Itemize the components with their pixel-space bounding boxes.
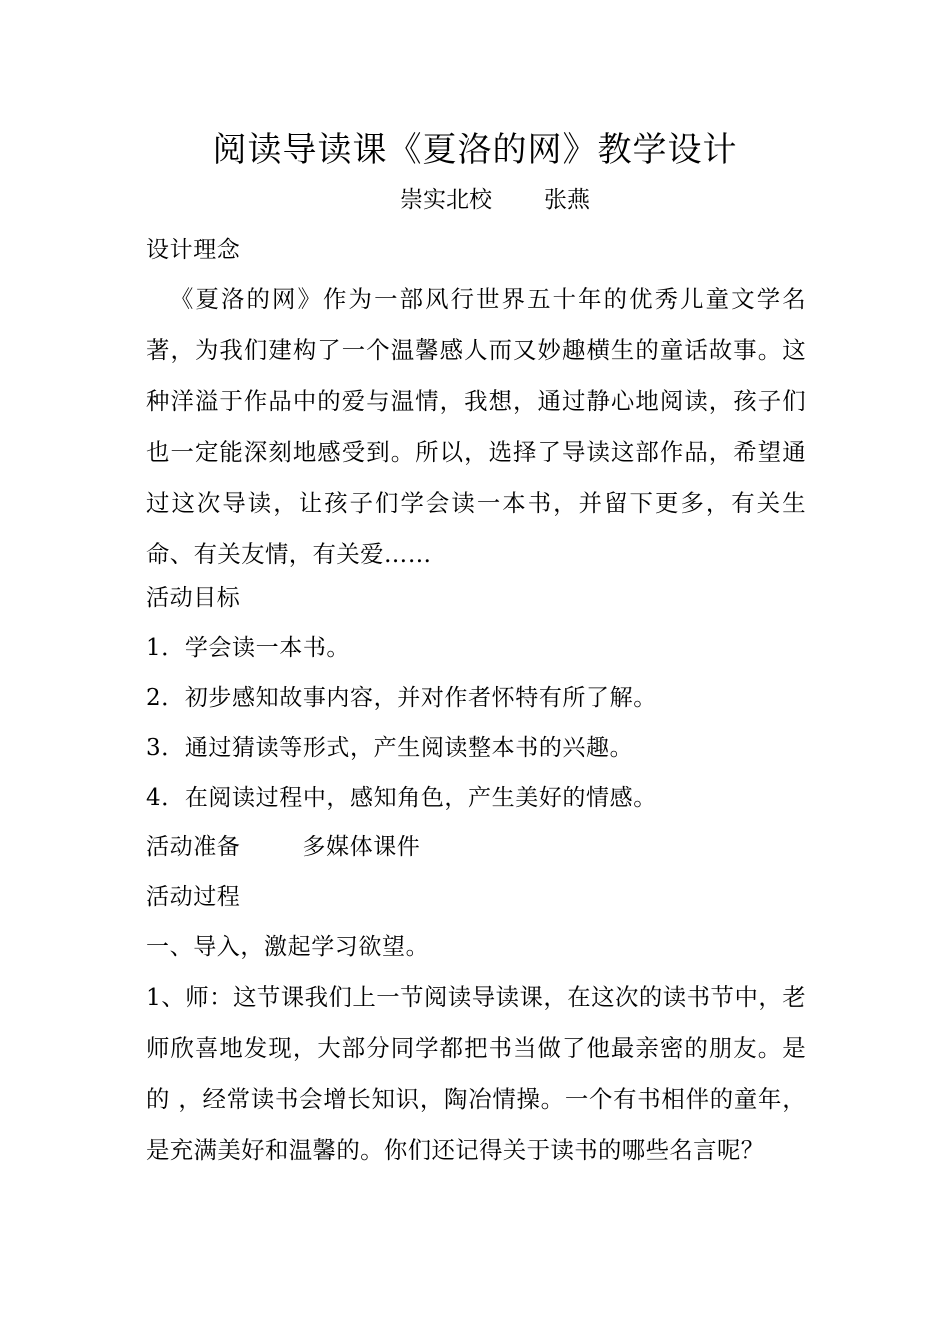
preparation-item: 多媒体课件 xyxy=(302,834,421,860)
design-concept-body: 《夏洛的网》作为一部风行世界五十年的优秀儿童文学名著，为我们建构了一个温馨感人而又妙趣横生的童话故事。这种洋溢于作品中的爱与温情，我想，通过静心地阅读，孩子们也一定能深刻地感受到。所以，选择了导读这部作品，希望通过这次导读，让孩子们学会读一本书，并留下更多，有关生命、有关友情，有关爱…… xyxy=(146,285,806,568)
author-name: 张燕 xyxy=(544,187,590,213)
school-name: 崇实北校 xyxy=(400,187,492,213)
preparation-heading: 活动准备 xyxy=(146,834,241,860)
objective-item: 4．在阅读过程中，感知角色，产生美好的情感。 xyxy=(146,785,657,811)
step1-heading: 一、导入，激起学习欲望。 xyxy=(146,934,430,960)
design-concept-heading: 设计理念 xyxy=(146,237,241,263)
document-title: 阅读导读课《夏洛的网》教学设计 xyxy=(212,130,738,170)
objective-item: 1．学会读一本书。 xyxy=(146,635,351,661)
step1-body: 1、师：这节课我们上一节阅读导读课，在这次的读书节中，老师欣喜地发现，大部分同学都把书当做了他最亲密的朋友。是的 ，经常读书会增长知识，陶冶情操。一个有书相伴的童年，是充满美好和温馨的。你们还记得关于读书的哪些名言呢？ xyxy=(146,983,806,1164)
objective-item: 2．初步感知故事内容，并对作者怀特有所了解。 xyxy=(146,685,657,711)
objective-item: 3．通过猜读等形式，产生阅读整本书的兴趣。 xyxy=(146,735,634,761)
byline xyxy=(400,182,590,218)
objectives-heading: 活动目标 xyxy=(146,585,241,611)
preparation-line xyxy=(146,829,420,865)
process-heading: 活动过程 xyxy=(146,884,241,910)
